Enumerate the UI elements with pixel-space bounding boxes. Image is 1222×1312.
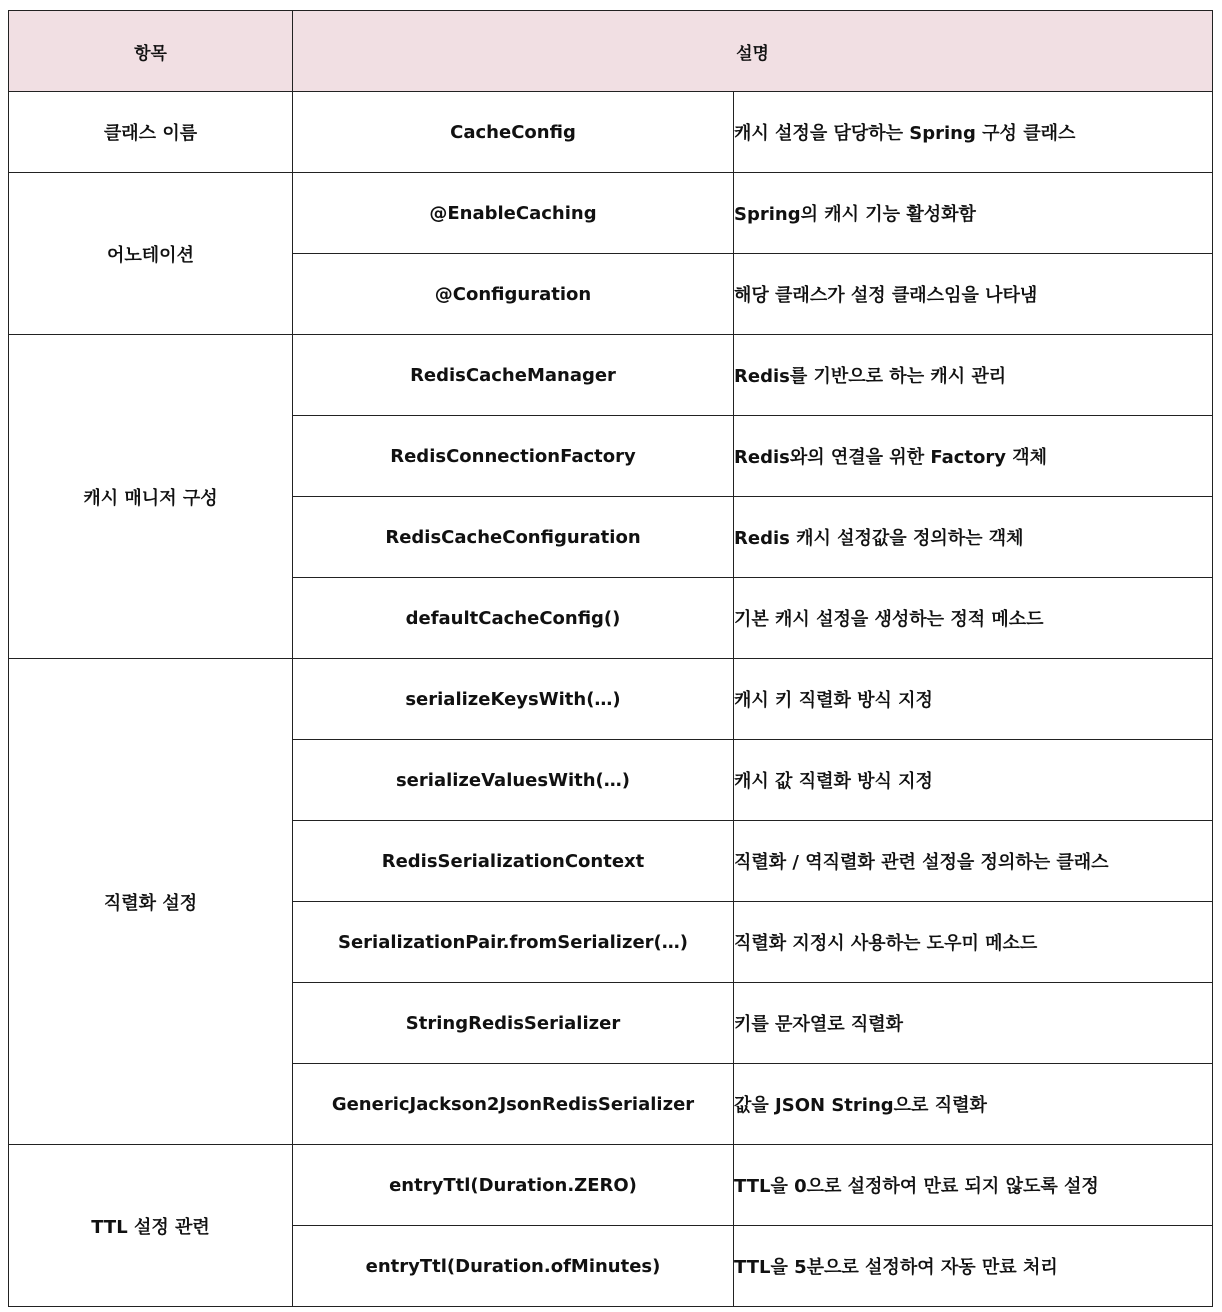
description-cell: Spring의 캐시 기능 활성화함 [734, 173, 1213, 254]
description-cell: 기본 캐시 설정을 생성하는 정적 메소드 [734, 578, 1213, 659]
description-cell: 해당 클래스가 설정 클래스임을 나타냄 [734, 254, 1213, 335]
item-cell: entryTtl(Duration.ZERO) [293, 1145, 734, 1226]
description-cell: 직렬화 지정시 사용하는 도우미 메소드 [734, 902, 1213, 983]
category-cell: 직렬화 설정 [9, 659, 293, 1145]
description-cell: Redis를 기반으로 하는 캐시 관리 [734, 335, 1213, 416]
description-cell: 직렬화 / 역직렬화 관련 설정을 정의하는 클래스 [734, 821, 1213, 902]
table-row [9, 335, 1213, 416]
item-cell: @Configuration [293, 254, 734, 335]
header-row [9, 11, 1213, 92]
description-cell: Redis 캐시 설정값을 정의하는 객체 [734, 497, 1213, 578]
table-row [9, 1145, 1213, 1226]
table-header [9, 11, 1213, 92]
item-cell: RedisCacheConfiguration [293, 497, 734, 578]
header-description: 설명 [293, 11, 1213, 92]
description-cell: TTL을 0으로 설정하여 만료 되지 않도록 설정 [734, 1145, 1213, 1226]
description-cell: 값을 JSON String으로 직렬화 [734, 1064, 1213, 1145]
description-cell: TTL을 5분으로 설정하여 자동 만료 처리 [734, 1226, 1213, 1307]
item-cell: SerializationPair.fromSerializer(…) [293, 902, 734, 983]
item-cell: RedisCacheManager [293, 335, 734, 416]
item-cell: CacheConfig [293, 92, 734, 173]
category-cell: 어노테이션 [9, 173, 293, 335]
item-cell: serializeValuesWith(…) [293, 740, 734, 821]
header-item: 항목 [9, 11, 293, 92]
category-cell: 클래스 이름 [9, 92, 293, 173]
category-cell: 캐시 매니저 구성 [9, 335, 293, 659]
item-cell: StringRedisSerializer [293, 983, 734, 1064]
description-cell: 캐시 설정을 담당하는 Spring 구성 클래스 [734, 92, 1213, 173]
item-cell: defaultCacheConfig() [293, 578, 734, 659]
description-cell: 캐시 값 직렬화 방식 지정 [734, 740, 1213, 821]
description-cell: 키를 문자열로 직렬화 [734, 983, 1213, 1064]
table-row [9, 92, 1213, 173]
table-row [9, 173, 1213, 254]
item-cell: RedisSerializationContext [293, 821, 734, 902]
spec-table [8, 10, 1213, 1307]
description-cell: Redis와의 연결을 위한 Factory 객체 [734, 416, 1213, 497]
category-cell: TTL 설정 관련 [9, 1145, 293, 1307]
item-cell: serializeKeysWith(…) [293, 659, 734, 740]
table-row [9, 659, 1213, 740]
description-cell: 캐시 키 직렬화 방식 지정 [734, 659, 1213, 740]
item-cell: @EnableCaching [293, 173, 734, 254]
item-cell: GenericJackson2JsonRedisSerializer [293, 1064, 734, 1145]
item-cell: entryTtl(Duration.ofMinutes) [293, 1226, 734, 1307]
table-body [9, 92, 1213, 1307]
item-cell: RedisConnectionFactory [293, 416, 734, 497]
